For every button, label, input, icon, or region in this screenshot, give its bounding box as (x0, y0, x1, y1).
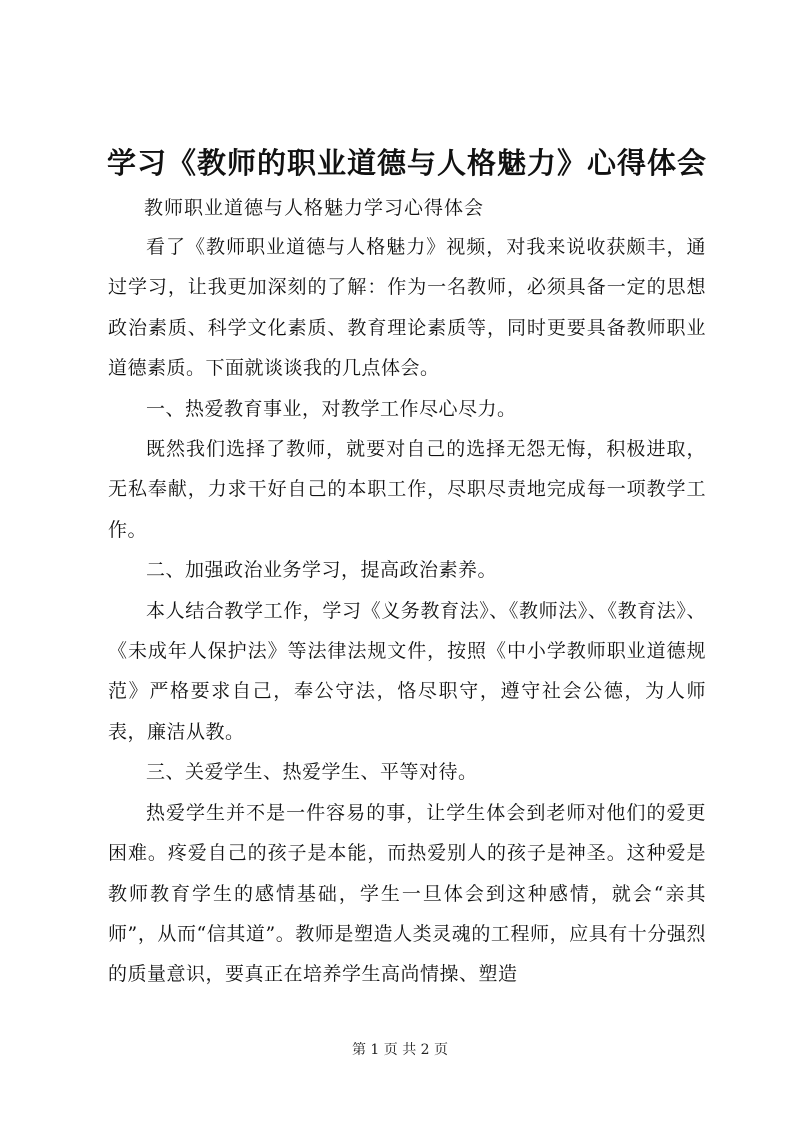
heading-section-1: 一、热爱教育事业，对教学工作尽心尽力。 (146, 397, 517, 420)
paragraph-intro: 看了《教师职业道德与人格魅力》视频，对我来说收获颇丰，通过学习，让我更加深刻的了解：作为一名教师，必须具备一定的思想政治素质、科学文化素质、教育理论素质等，同时更要具备教师职业道德素质。下面就谈谈我的几点体会。 (108, 236, 706, 380)
page-footer: 第 1 页 共 2 页 (351, 1042, 449, 1058)
paragraph-section-2: 本人结合教学工作，学习《义务教育法》、《教师法》、《教育法》、《未成年人保护法》等法律法规文件，按照《中小学教师职业道德规范》严格要求自己，奉公守法，恪尽职守，遵守社会公德，为人师表，廉洁从教。 (108, 599, 706, 743)
page-title: 学习《教师的职业道德与人格魅力》心得体会 (107, 146, 708, 180)
document-subtitle: 教师职业道德与人格魅力学习心得体会 (144, 197, 485, 219)
heading-section-2: 二、加强政治业务学习，提高政治素养。 (146, 559, 498, 582)
document-body (108, 227, 706, 995)
heading-section-3: 三、关爱学生、热爱学生、平等对待。 (146, 761, 478, 784)
paragraph-section-1: 既然我们选择了教师，就要对自己的选择无怨无悔，积极进取，无私奉献，力求干好自己的本职工作，尽职尽责地完成每一项教学工作。 (108, 438, 706, 541)
paragraph-section-3: 热爱学生并不是一件容易的事，让学生体会到老师对他们的爱更困难。疼爱自己的孩子是本能，而热爱别人的孩子是神圣。这种爱是教师教育学生的感情基础，学生一旦体会到这种感情，就会“亲其师”，从而“信其道”。教师是塑造人类灵魂的工程师，应具有十分强烈的质量意识，要真正在培养学生高尚情操、塑造 (108, 801, 706, 986)
